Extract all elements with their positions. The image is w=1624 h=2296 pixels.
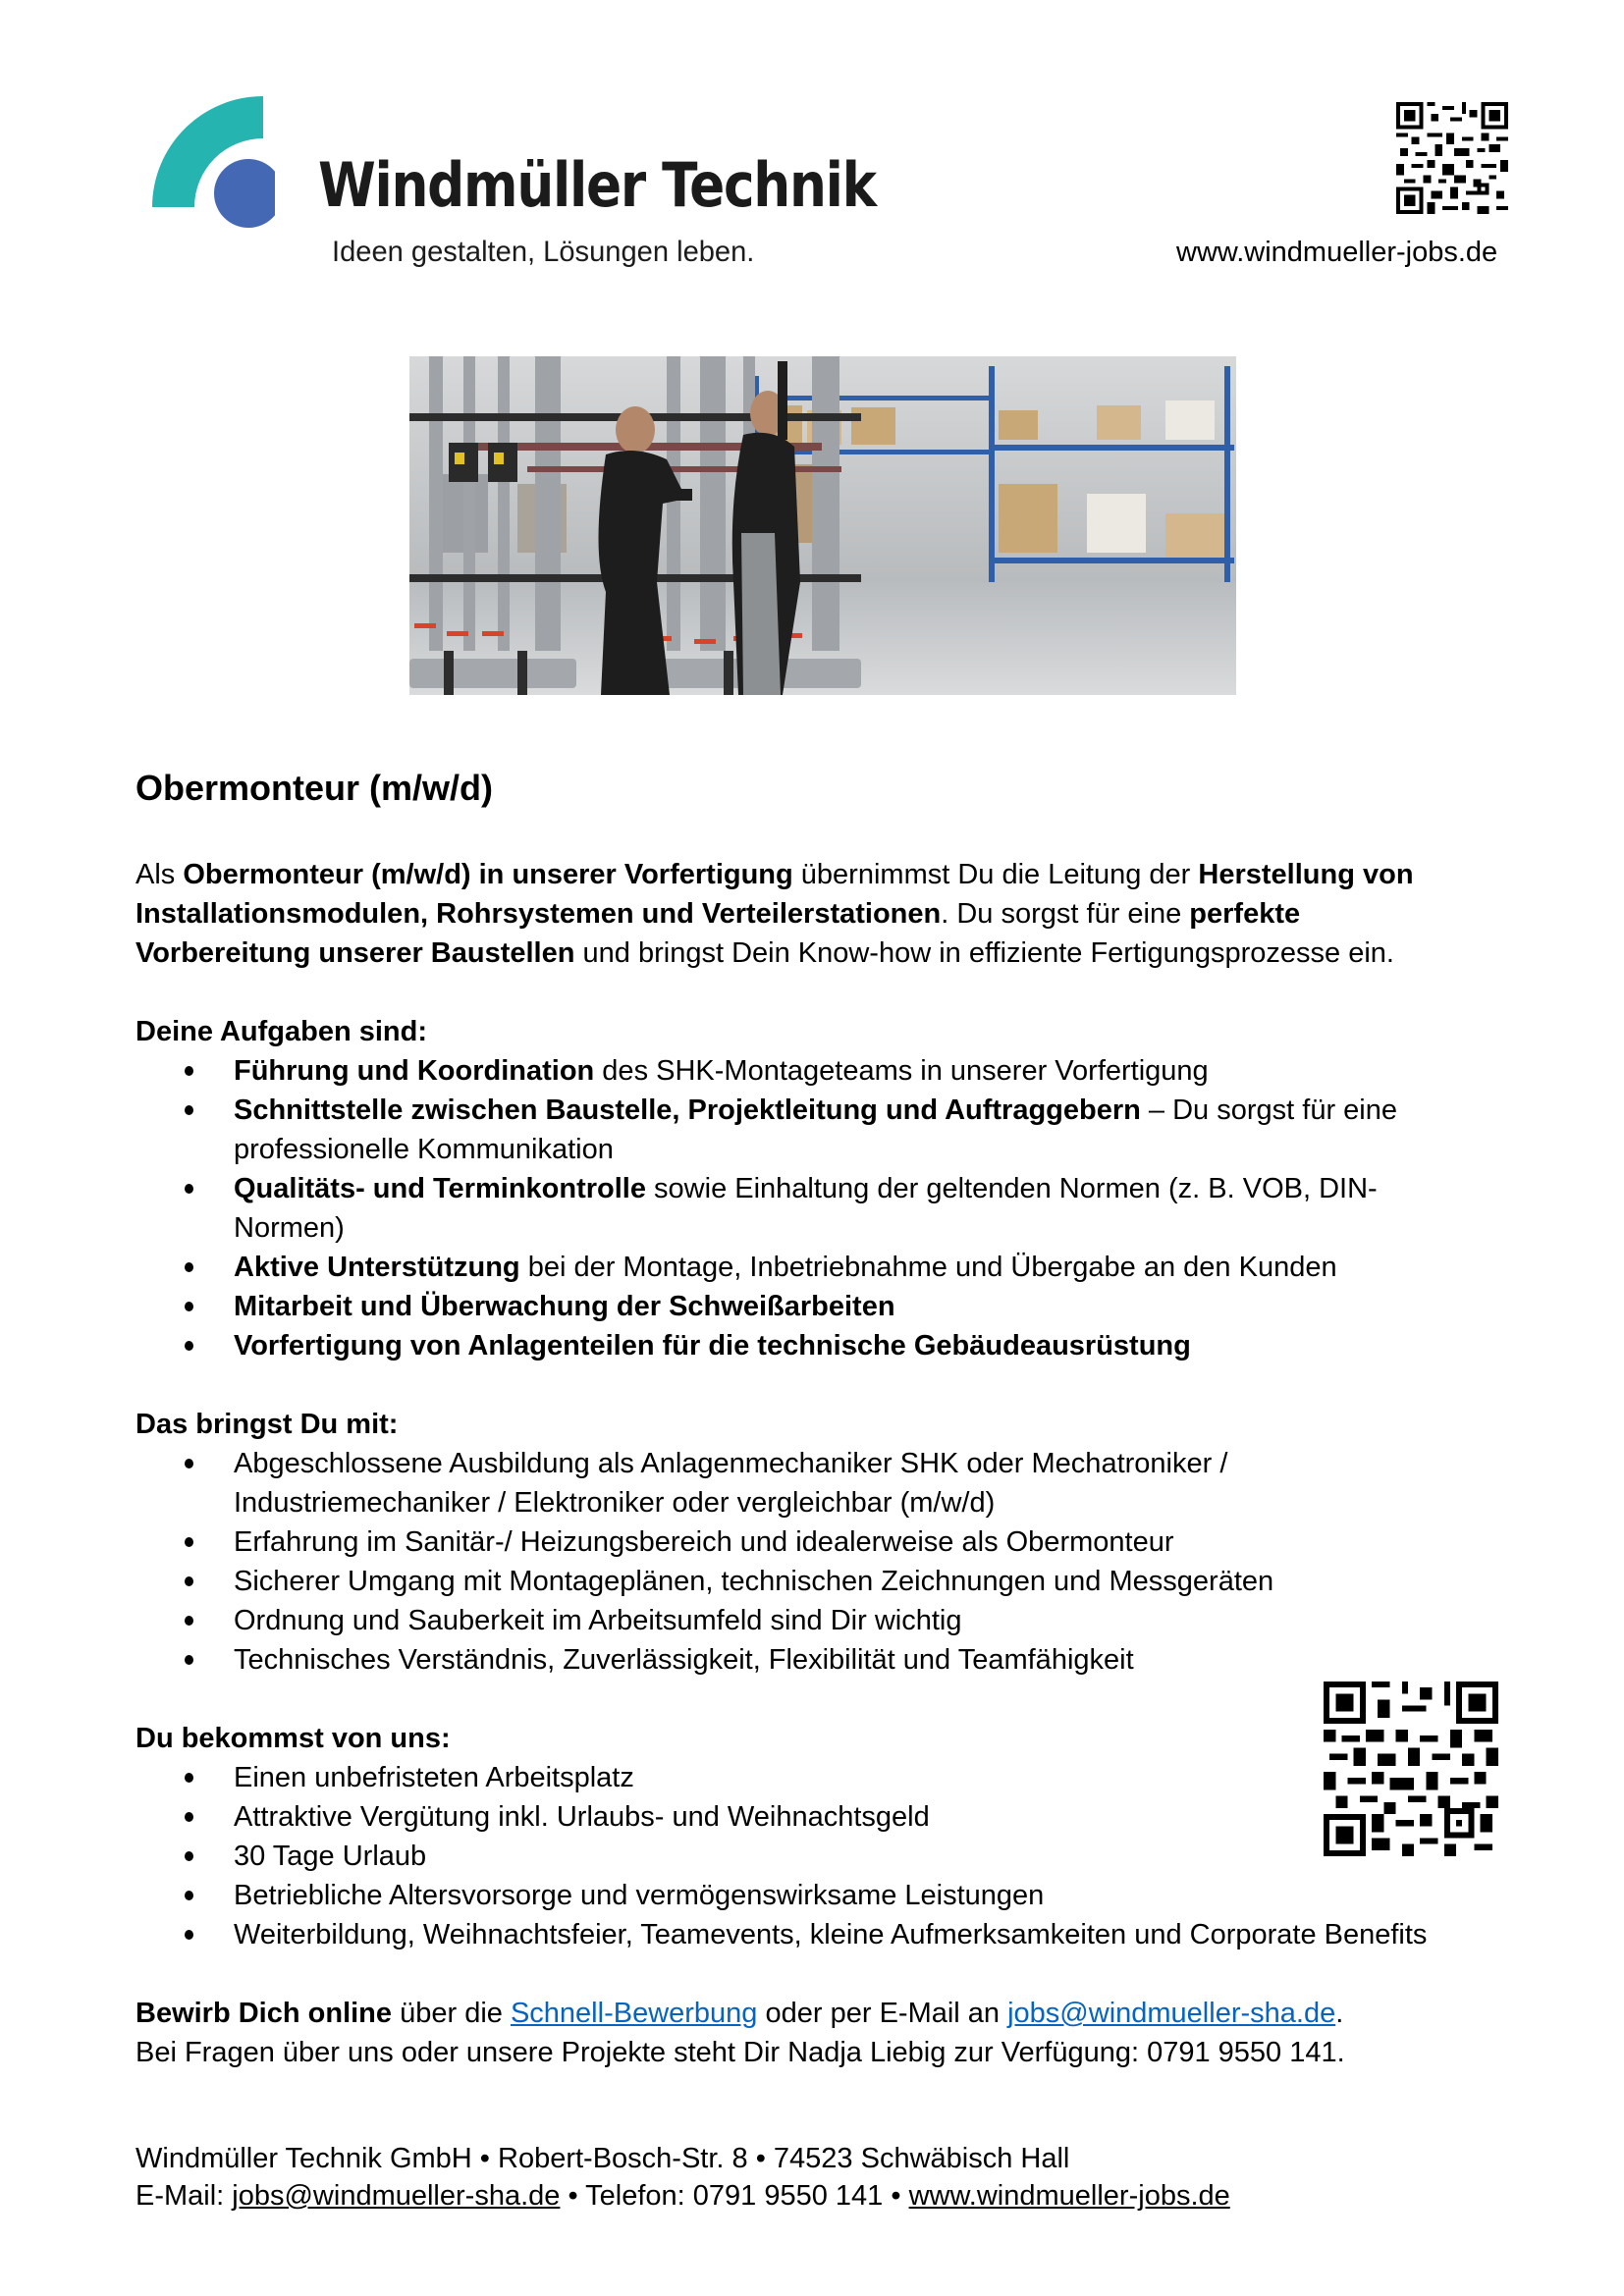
requirement-text-continued: Industriemechaniker / Elektroniker oder vergleichbar (m/w/d) xyxy=(234,1487,996,1519)
tasks-list xyxy=(135,1051,1397,1365)
bullet-icon xyxy=(185,1341,193,1351)
task-emphasis: Schnittstelle zwischen Baustelle, Projektleitung und Auftraggebern xyxy=(234,1095,1141,1126)
list-item xyxy=(135,1915,1427,1954)
requirements-heading: Das bringst Du mit: xyxy=(135,1409,399,1440)
bullet-icon xyxy=(185,1262,193,1272)
quick-apply-link[interactable]: Schnell-Bewerbung xyxy=(510,1998,758,2029)
intro-emphasis: Obermonteur (m/w/d) in unserer Vorfertigung xyxy=(183,859,793,890)
task-emphasis: Qualitäts- und Terminkontrolle xyxy=(234,1173,646,1204)
benefit-text: Weiterbildung, Weihnachtsfeier, Teamevents, kleine Aufmerksamkeiten und Corporate Benefits xyxy=(234,1919,1428,1950)
footer-email-label: E-Mail: xyxy=(135,2180,233,2212)
list-item xyxy=(135,1797,1427,1837)
list-item xyxy=(135,1640,1273,1680)
intro-text: übernimmst Du die Leitung der xyxy=(792,859,1199,890)
tasks-heading: Deine Aufgaben sind: xyxy=(135,1016,427,1047)
apply-line xyxy=(135,1994,1345,2033)
apply-text: oder per E-Mail an xyxy=(757,1998,1008,2029)
footer-phone: • Telefon: 0791 9550 141 • xyxy=(560,2180,909,2212)
requirement-text: Technisches Verständnis, Zuverlässigkeit, Flexibilität und Teamfähigkeit xyxy=(234,1644,1134,1676)
bullet-icon xyxy=(185,1302,193,1311)
footer xyxy=(135,2140,1230,2215)
list-item xyxy=(135,1562,1273,1601)
bullet-icon xyxy=(185,1066,193,1076)
bullet-icon xyxy=(185,1891,193,1900)
requirement-text: Ordnung und Sauberkeit im Arbeitsumfeld sind Dir wichtig xyxy=(234,1605,962,1636)
task-text-continued: Normen) xyxy=(234,1212,345,1244)
intro-text: . Du sorgst für eine xyxy=(941,898,1190,930)
footer-address: Windmüller Technik GmbH • Robert-Bosch-Str. 8 • 74523 Schwäbisch Hall xyxy=(135,2143,1070,2174)
task-text: sowie Einhaltung der geltenden Normen (z. B. VOB, DIN- xyxy=(646,1173,1378,1204)
list-item xyxy=(135,1248,1397,1287)
intro-emphasis: Herstellung von xyxy=(1198,859,1414,890)
intro-line-3 xyxy=(135,934,1414,973)
bullet-icon xyxy=(185,1459,193,1468)
footer-contact xyxy=(135,2177,1230,2215)
benefit-text: Attraktive Vergütung inkl. Urlaubs- und Weihnachtsgeld xyxy=(234,1801,930,1833)
logo-mark-icon xyxy=(147,93,275,240)
bullet-icon xyxy=(185,1773,193,1783)
bullet-icon xyxy=(185,1851,193,1861)
tagline: Ideen gestalten, Lösungen leben. xyxy=(332,236,755,268)
requirement-text: Abgeschlossene Ausbildung als Anlagenmechaniker SHK oder Mechatroniker / xyxy=(234,1448,1228,1479)
list-item xyxy=(135,1169,1397,1248)
task-emphasis: Aktive Unterstützung xyxy=(234,1252,520,1283)
benefits-list xyxy=(135,1758,1427,1954)
bullet-icon xyxy=(185,1616,193,1626)
job-title: Obermonteur (m/w/d) xyxy=(135,768,494,808)
task-text: bei der Montage, Inbetriebnahme und Übergabe an den Kunden xyxy=(519,1252,1337,1283)
apply-section xyxy=(135,1994,1345,2072)
intro-paragraph xyxy=(135,855,1414,973)
website-url[interactable]: www.windmueller-jobs.de xyxy=(1176,237,1498,268)
brand-name: Windmüller Technik xyxy=(318,149,876,221)
bullet-icon xyxy=(185,1537,193,1547)
bullet-icon xyxy=(185,1184,193,1194)
task-emphasis: Vorfertigung von Anlagenteilen für die technische Gebäudeausrüstung xyxy=(234,1330,1191,1362)
list-item xyxy=(135,1091,1397,1169)
intro-text: Als xyxy=(135,859,184,890)
intro-line-1 xyxy=(135,855,1414,894)
email-link[interactable]: jobs@windmueller-sha.de xyxy=(1007,1998,1336,2029)
intro-emphasis: perfekte xyxy=(1189,898,1301,930)
list-item xyxy=(135,1326,1397,1365)
requirement-text: Erfahrung im Sanitär-/ Heizungsbereich und idealerweise als Obermonteur xyxy=(234,1526,1174,1558)
list-item xyxy=(135,1837,1427,1876)
list-item xyxy=(135,1601,1273,1640)
benefit-text: Einen unbefristeten Arbeitsplatz xyxy=(234,1762,634,1793)
intro-line-2 xyxy=(135,894,1414,934)
apply-emphasis: Bewirb Dich online xyxy=(135,1998,393,2029)
list-item xyxy=(135,1051,1397,1091)
photo-workers-at-pipe-installation xyxy=(409,356,1236,695)
task-text: – Du sorgst für eine xyxy=(1140,1095,1397,1126)
qr-code-icon[interactable] xyxy=(1396,102,1508,214)
benefit-text: Betriebliche Altersvorsorge und vermögenswirksame Leistungen xyxy=(234,1880,1045,1911)
bullet-icon xyxy=(185,1655,193,1665)
task-emphasis: Mitarbeit und Überwachung der Schweißarbeiten xyxy=(234,1291,895,1322)
list-item xyxy=(135,1444,1273,1522)
list-item xyxy=(135,1876,1427,1915)
bullet-icon xyxy=(185,1105,193,1115)
bullet-icon xyxy=(185,1576,193,1586)
requirement-text: Sicherer Umgang mit Montageplänen, technischen Zeichnungen und Messgeräten xyxy=(234,1566,1274,1597)
intro-emphasis: Vorbereitung unserer Baustellen xyxy=(135,937,575,969)
task-text-continued: professionelle Kommunikation xyxy=(234,1134,614,1165)
footer-email-link[interactable]: jobs@windmueller-sha.de xyxy=(232,2180,561,2212)
apply-text: über die xyxy=(392,1998,511,2029)
bullet-icon xyxy=(185,1812,193,1822)
task-emphasis: Führung und Koordination xyxy=(234,1055,595,1087)
contact-line: Bei Fragen über uns oder unsere Projekte steht Dir Nadja Liebig zur Verfügung: 0791 9550 141. xyxy=(135,2037,1345,2068)
benefit-text: 30 Tage Urlaub xyxy=(234,1841,427,1872)
list-item xyxy=(135,1522,1273,1562)
task-text: des SHK-Montageteams in unserer Vorfertigung xyxy=(594,1055,1209,1087)
apply-text: . xyxy=(1335,1998,1344,2029)
footer-website-link[interactable]: www.windmueller-jobs.de xyxy=(908,2180,1230,2212)
intro-emphasis: Installationsmodulen, Rohrsystemen und Verteilerstationen xyxy=(135,898,942,930)
requirements-list xyxy=(135,1444,1273,1680)
list-item xyxy=(135,1758,1427,1797)
bullet-icon xyxy=(185,1930,193,1940)
list-item xyxy=(135,1287,1397,1326)
qr-code-icon[interactable] xyxy=(1324,1682,1498,1856)
intro-text: und bringst Dein Know-how in effiziente Fertigungsprozesse ein. xyxy=(574,937,1394,969)
benefits-heading: Du bekommst von uns: xyxy=(135,1723,451,1754)
